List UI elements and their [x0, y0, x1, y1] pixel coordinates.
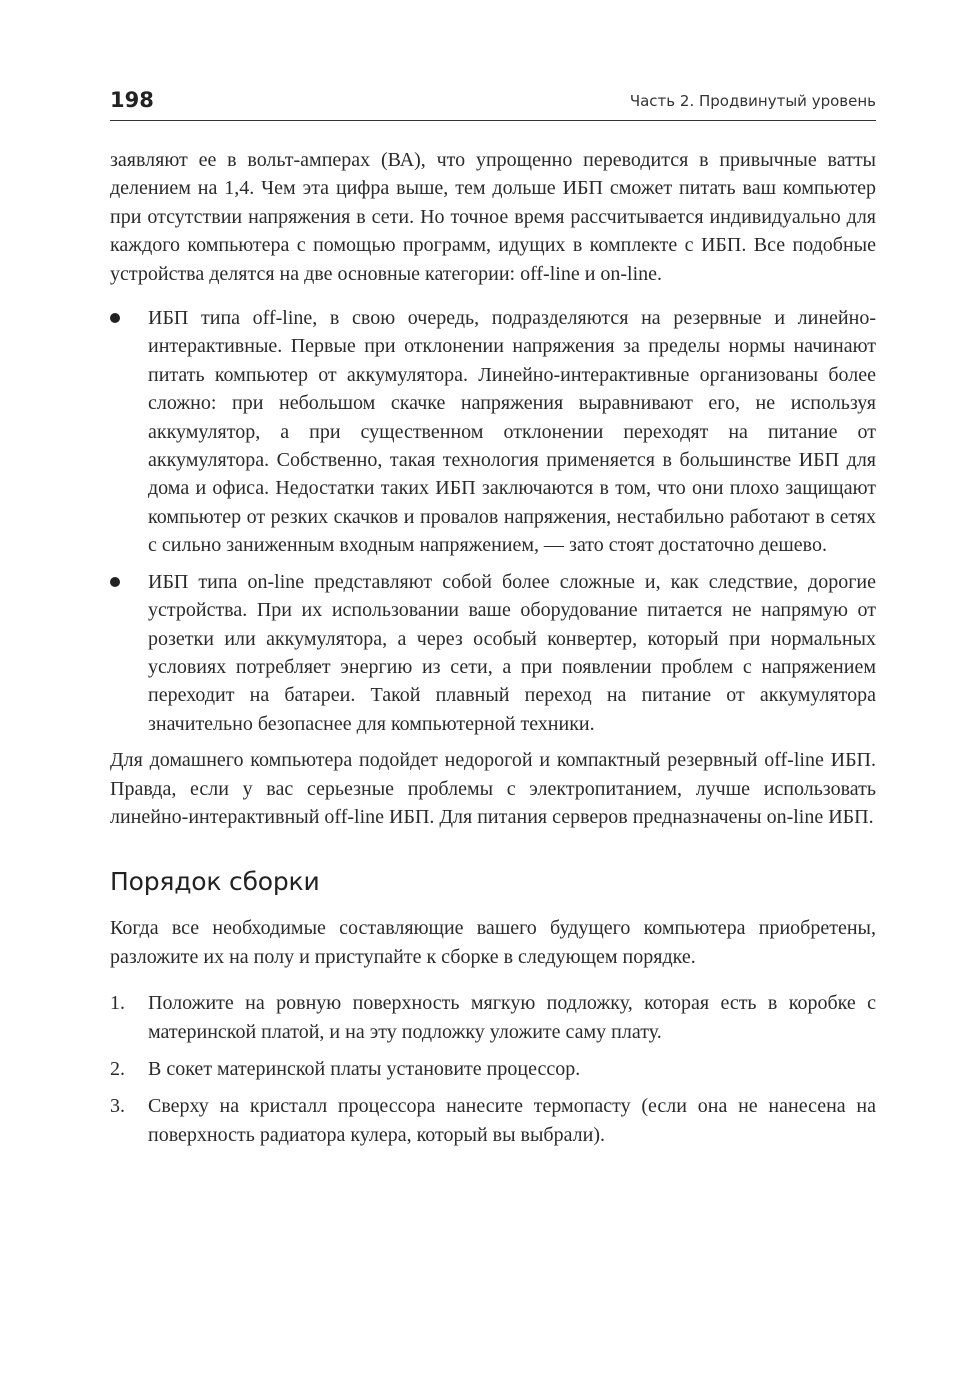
bullet-icon	[110, 577, 120, 587]
list-item-text: ИБП типа on-line представляют собой более сложные и, как следствие, дорогие устройства. При их использовании ваше оборудование питается не напрямую от розетки или аккумулятора, а через особый конвертер, который при нормальных условиях потребляет энергию из сети, а при появлении проблем с напряжением переходит на батареи. Такой плавный переход на питание от аккумулятора значительно безопаснее для компьютерной техники.	[148, 570, 876, 735]
step-number: 2.	[110, 1057, 125, 1080]
page-header	[110, 88, 876, 121]
list-item	[110, 304, 876, 560]
ups-types-list	[110, 304, 876, 738]
page-number: 198	[110, 88, 154, 112]
assembly-steps-list	[110, 989, 876, 1149]
step-item	[110, 1055, 876, 1083]
step-number: 1.	[110, 992, 125, 1015]
bullet-icon	[110, 313, 120, 323]
step-text: Сверху на кристалл процессора нанесите термопасту (если она не нанесена на поверхность радиатора кулера, который вы выбрали).	[148, 1095, 876, 1146]
list-item-text: ИБП типа off-line, в свою очередь, подразделяются на резервные и линейно-интерактивные. Первые при отклонении напряжения за пределы нормы начинают питать компьютер от аккумулятора. Линейно-интерактивные организованы более сложно: при небольшом скачке напряжения выравнивают его, не используя аккумулятор, а при существенном отклонении переходят на питание от аккумулятора. Собственно, такая технология применяется в большинстве ИБП для дома и офиса. Недостатки таких ИБП заключаются в том, что они плохо защищают компьютер от резких скачков и провалов напряжения, нестабильно работают в сетях с сильно заниженным входным напряжением, — зато стоят достаточно дешево.	[148, 307, 876, 557]
section-heading: Порядок сборки	[110, 867, 320, 897]
step-number: 3.	[110, 1095, 125, 1118]
section-lead-paragraph: Когда все необходимые составляющие вашего будущего компьютера приобретены, разложите их на полу и приступайте к сборке в следующем порядке.	[110, 917, 876, 968]
recommendation-paragraph: Для домашнего компьютера подойдет недорогой и компактный резервный off-line ИБП. Правда, если у вас серьезные проблемы с электропитанием, лучше использовать линейно-интерактивный off-line ИБП. Для питания серверов предназначены on-line ИБП.	[110, 749, 876, 828]
step-item	[110, 989, 876, 1046]
step-item	[110, 1092, 876, 1149]
page-body	[110, 146, 876, 1158]
step-text: В сокет материнской платы установите процессор.	[148, 1057, 581, 1080]
list-item	[110, 568, 876, 738]
step-text: Положите на ровную поверхность мягкую подложку, которая есть в коробке с материнской платой, и на эту подложку уложите саму плату.	[148, 992, 876, 1043]
intro-paragraph: заявляют ее в вольт-амперах (ВА), что упрощенно переводится в привычные ватты делением на 1,4. Чем эта цифра выше, тем дольше ИБП сможет питать ваш компьютер при отсутствии напряжения в сети. Но точное время рассчитывается индивидуально для каждого компьютера с помощью программ, идущих в комплекте с ИБП. Все подобные устройства делятся на две основные категории: off-line и on-line.	[110, 149, 876, 285]
running-head: Часть 2. Продвинутый уровень	[629, 92, 876, 110]
